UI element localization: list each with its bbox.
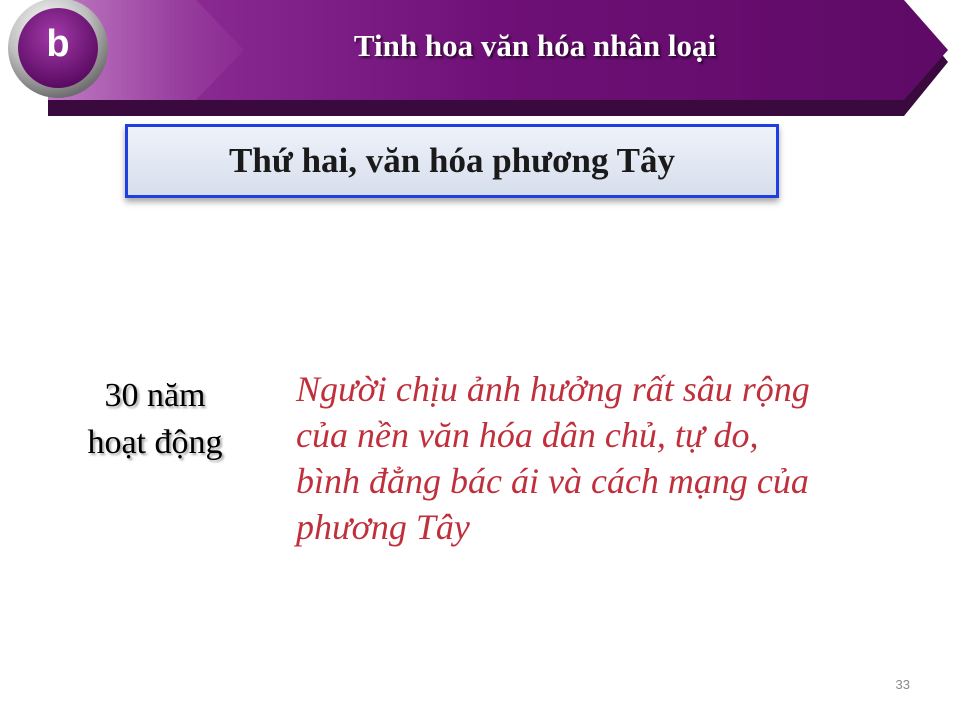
quote-line-3: bình đẳng bác ái và cách mạng của (296, 461, 809, 501)
years-label-line-2: hoạt động (87, 424, 223, 461)
subtitle-text: Thứ hai, văn hóa phương Tây (229, 141, 675, 180)
badge-letter: b (46, 23, 70, 65)
quote-text (296, 366, 936, 550)
years-label-line-1: 30 năm (104, 377, 206, 414)
banner-title: Tinh hoa văn hóa nhân loại (353, 28, 717, 63)
quote-line-4: phương Tây (296, 507, 470, 547)
page-number: 33 (895, 677, 910, 692)
years-label (60, 372, 250, 466)
subtitle-box (125, 124, 779, 198)
quote-line-2: của nền văn hóa dân chủ, tự do, (296, 415, 759, 455)
quote-line-1: Người chịu ảnh hưởng rất sâu rộng (296, 369, 810, 409)
